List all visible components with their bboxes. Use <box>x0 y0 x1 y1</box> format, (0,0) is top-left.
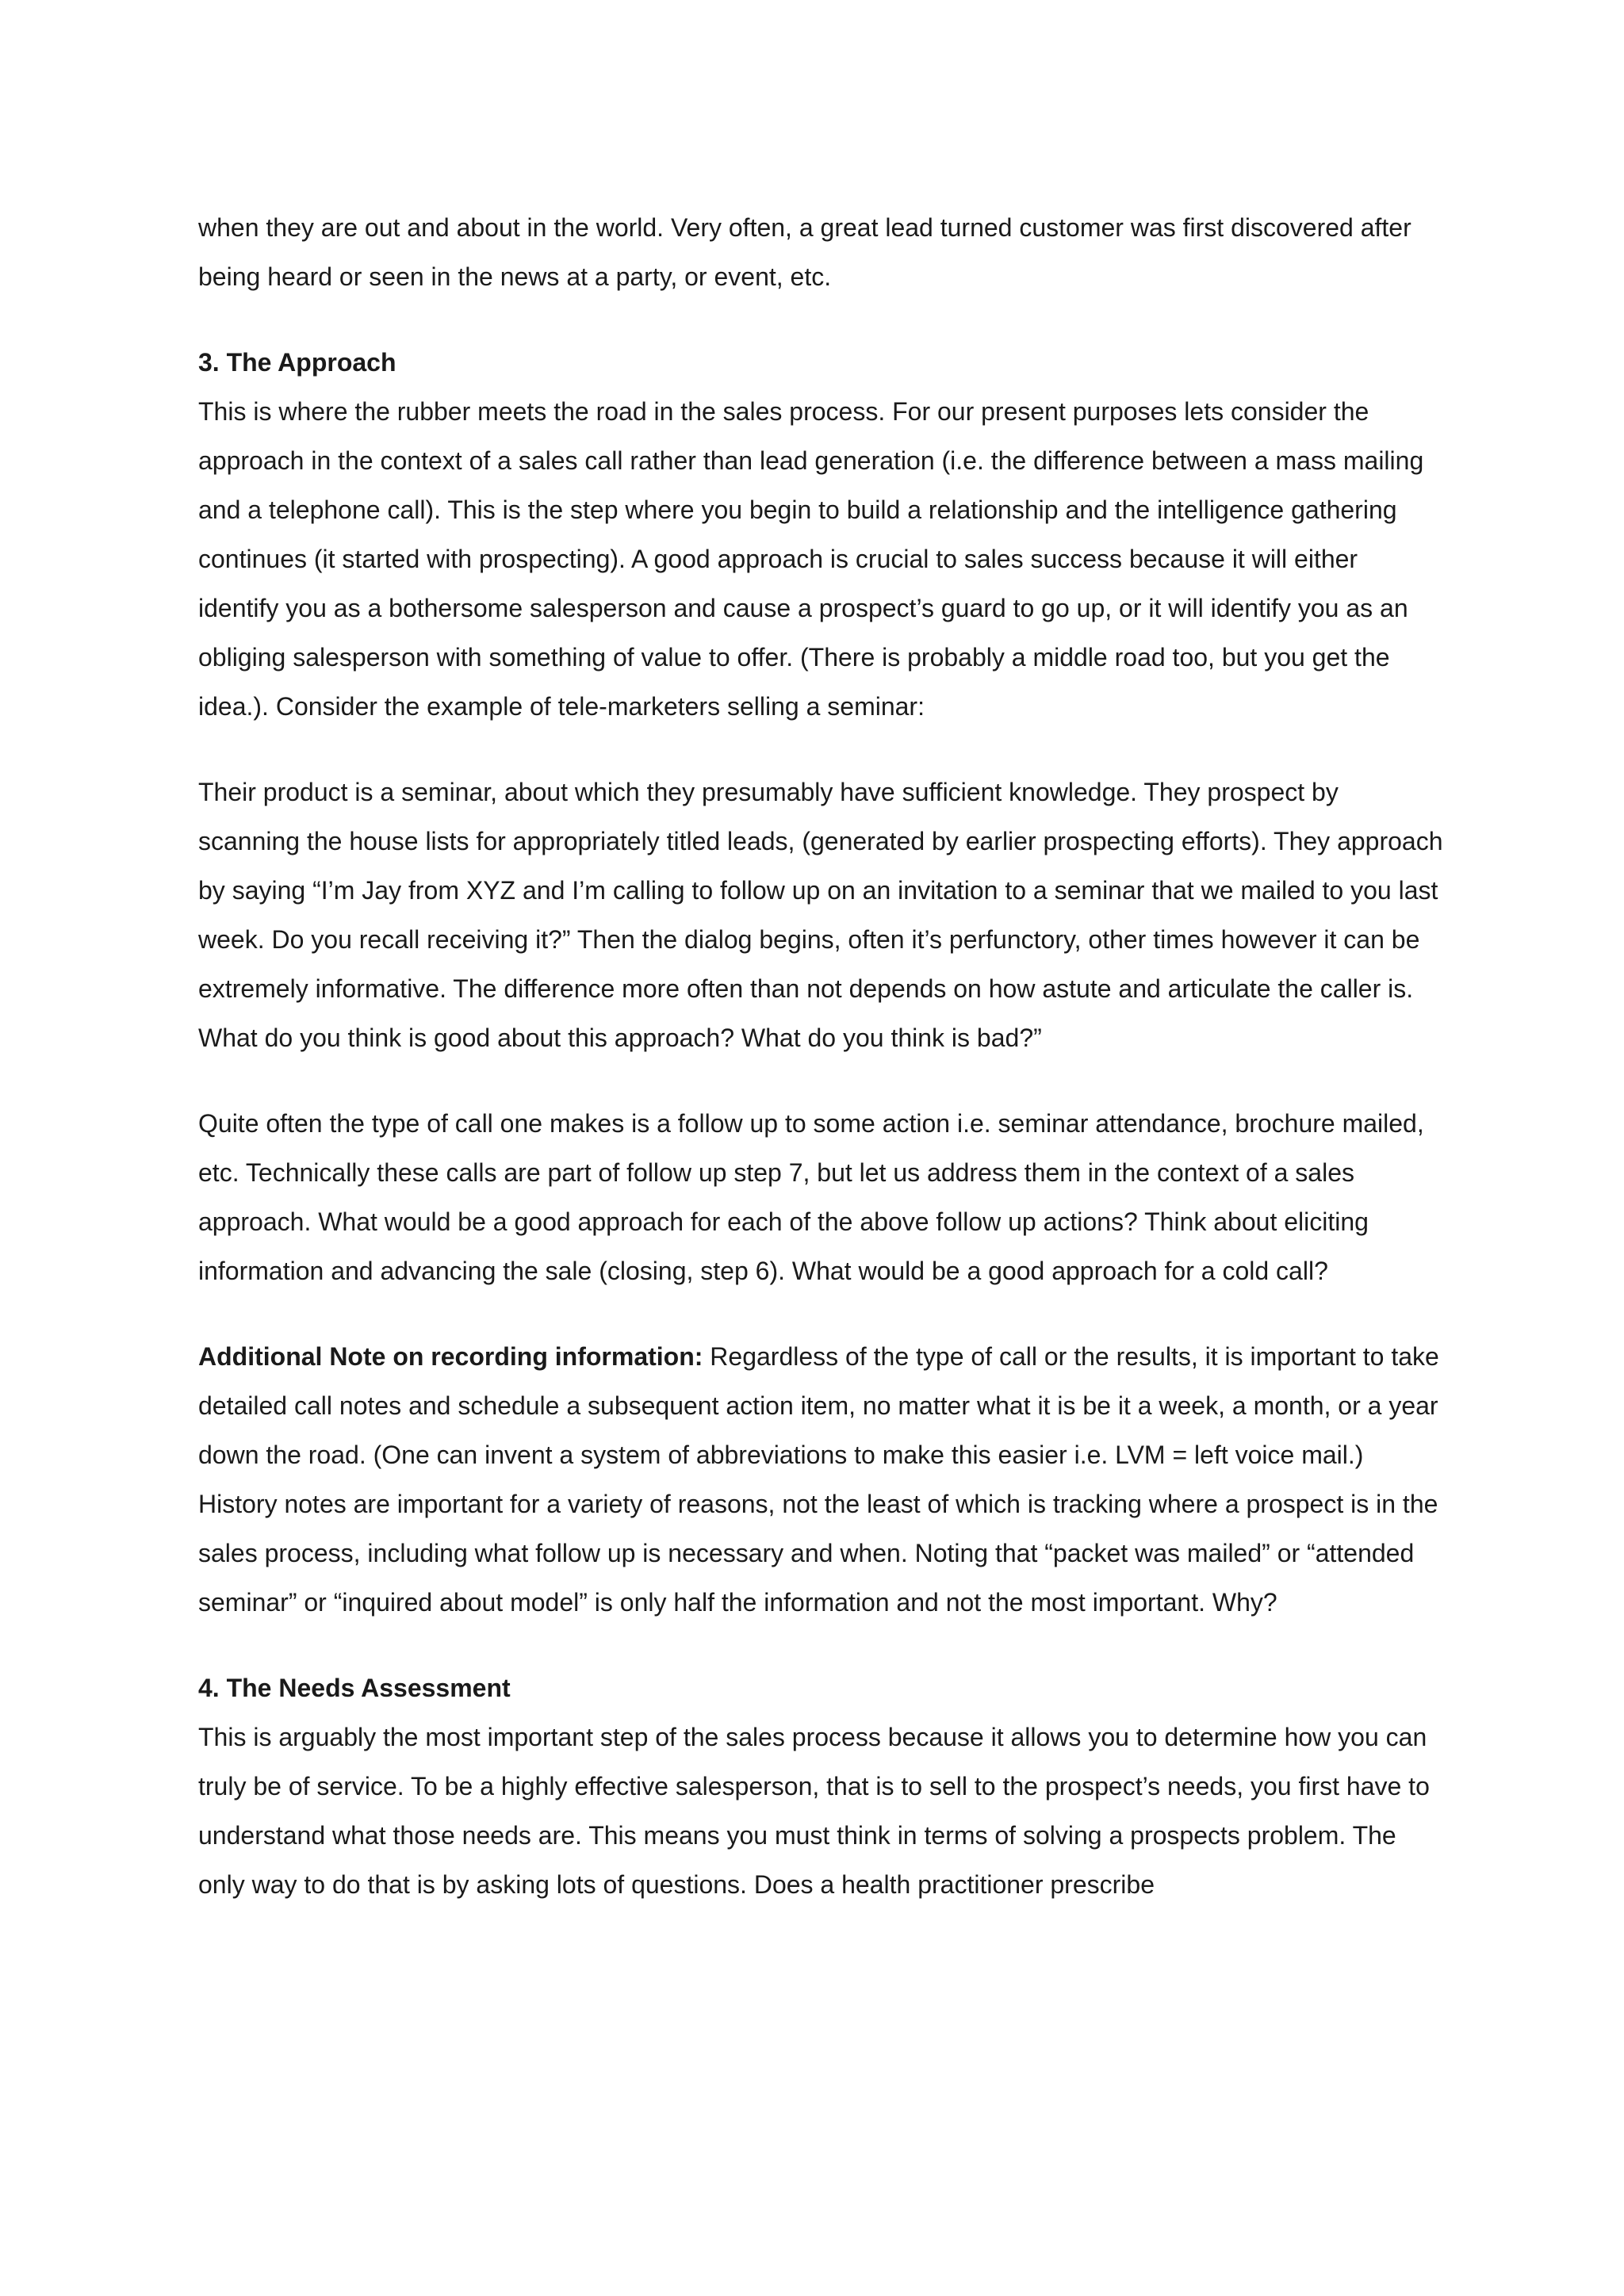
recording-note-label: Additional Note on recording information: <box>198 1342 703 1371</box>
approach-paragraph-1: This is where the rubber meets the road in the sales process. For our present purposes lets consider the approach in the context of a sales call rather than lead generation (i.e. the difference between a mass mailing and a telephone call). This is the step where you begin to build a relationship and the intelligence gathering continues (it started with prospecting). A good approach is crucial to sales success because it will either identify you as a bothersome salesperson and cause a prospect’s guard to go up, or it will identify you as an obliging salesperson with something of value to offer. (There is probably a middle road too, but you get the idea.). Consider the example of tele-marketers selling a seminar: <box>198 397 1424 721</box>
approach-paragraph-2: Their product is a seminar, about which they presumably have sufficient knowledge. They prospect by scanning the house lists for appropriately titled leads, (generated by earlier prospecting efforts). They approach by saying “I’m Jay from XYZ and I’m calling to follow up on an invitation to a seminar that we mailed to you last week. Do you recall receiving it?” Then the dialog begins, often it’s perfunctory, other times however it can be extremely informative. The difference more often than not depends on how astute and articulate the caller is. What do you think is good about this approach? What do you think is bad?” <box>198 778 1443 1052</box>
section-heading-needs-assessment: 4. The Needs Assessment <box>198 1674 511 1702</box>
recording-note-text: Regardless of the type of call or the results, it is important to take detailed call notes and schedule a subsequent action item, no matter what it is be it a week, a month, or a year down the road. (One can invent a system of abbreviations to make this easier i.e. LVM = left voice mail.) History notes are important for a variety of reasons, not the least of which is tracking where a prospect is in the sales process, including what follow up is necessary and when. Noting that “packet was mailed” or “attended seminar” or “inquired about model” is only half the information and not the most important. Why? <box>198 1342 1439 1617</box>
needs-assessment-paragraph-1: This is arguably the most important step of the sales process because it allows you to determine how you can truly be of service. To be a highly effective salesperson, that is to sell to the prospect’s needs, you first have to understand what those needs are. This means you must think in terms of solving a prospects problem. The only way to do that is by asking lots of questions. Does a health practitioner prescribe <box>198 1723 1430 1899</box>
page-content <box>198 203 1443 1946</box>
approach-paragraph-3: Quite often the type of call one makes is a follow up to some action i.e. seminar attendance, brochure mailed, etc. Technically these calls are part of follow up step 7, but let us address them in the context of a sales approach. What would be a good approach for each of the above follow up actions? Think about eliciting information and advancing the sale (closing, step 6). What would be a good approach for a cold call? <box>198 1109 1424 1285</box>
section-heading-approach: 3. The Approach <box>198 348 396 377</box>
recording-note-paragraph <box>198 1332 1443 1627</box>
continuation-paragraph: when they are out and about in the world. Very often, a great lead turned customer was first discovered after being heard or seen in the news at a party, or event, etc. <box>198 213 1411 291</box>
